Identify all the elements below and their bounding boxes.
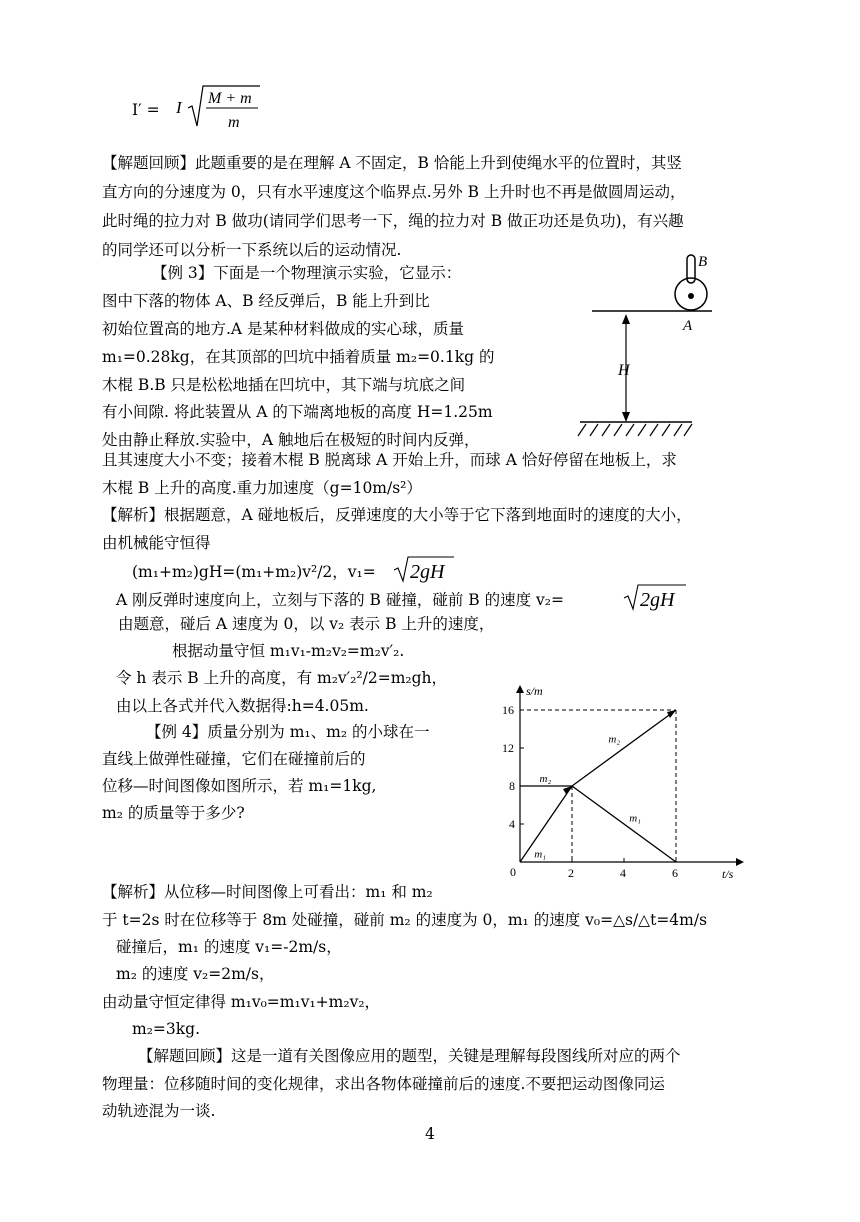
sqrt-radicand: 2gH: [640, 589, 675, 611]
solution3-line: 由机械能守恒得: [102, 534, 211, 552]
x-tick-label: 2: [568, 866, 574, 880]
solution3-line: 由题意，碰后 A 速度为 0，以 v₂ 表示 B 上升的速度，: [118, 615, 495, 633]
example3-line: 处由静止释放.实验中，A 触地后在极短的时间内反弹，: [102, 431, 480, 449]
formula-denominator: m: [228, 114, 240, 131]
sqrt-radicand: 2gH: [410, 561, 445, 583]
formula-top: [172, 82, 262, 134]
review2-line: 动轨迹混为一谈.: [102, 1102, 216, 1120]
review1-line: 的同学还可以分析一下系统以后的运动情况.: [102, 241, 402, 259]
formula-factor: I: [176, 98, 182, 117]
example3-line: 【例 3】下面是一个物理演示实验，它显示：: [152, 264, 462, 282]
label-h: H: [618, 362, 630, 379]
solution3-line: A 刚反弹时速度向上，立刻与下落的 B 碰撞，碰前 B 的速度 v₂=: [116, 591, 564, 609]
solution3-line: 由以上各式并代入数据得:h=4.05m.: [116, 697, 369, 715]
formula-lhs: I′ =: [132, 101, 160, 119]
label-m1-before: m₁: [534, 848, 547, 861]
chart-lines: [520, 710, 676, 862]
y-tick-label: 12: [502, 741, 514, 755]
example3-figure: [570, 250, 730, 450]
origin-label: 0: [510, 865, 516, 879]
example3-line: 木棍 B.B 只是松松地插在凹坑中，其下端与坑底之间: [102, 376, 466, 394]
solution4-line: 于 t=2s 时在位移等于 8m 处碰撞，碰前 m₂ 的速度为 0，m₁ 的速度 v₀=△s/△t=4m/s: [102, 911, 708, 929]
solution4-line: 碰撞后，m₁ 的速度 v₁=-2m/s，: [116, 938, 342, 956]
solution4-line: 【解析】从位移—时间图像上可看出：m₁ 和 m₂: [102, 883, 433, 901]
x-tick-label: 6: [672, 866, 678, 880]
solution3-line: 令 h 表示 B 上升的高度，有 m₂v′₂²/2=m₂gh，: [116, 669, 448, 687]
y-axis-arrow: [516, 685, 524, 693]
solution4-line: m₂=3kg.: [132, 1020, 201, 1038]
label-m2-after: m₂: [608, 733, 621, 746]
chart-labels: [526, 684, 734, 881]
solution3-line: 【解析】根据题意，A 碰地板后，反弹速度的大小等于它下落到地面时的速度的大小，: [102, 506, 692, 524]
example3-line: 有小间隙. 将此装置从 A 的下端离地板的高度 H=1.25m: [102, 403, 493, 421]
review2-line: 【解题回顾】这是一道有关图像应用的题型，关键是理解每段图线所对应的两个: [138, 1047, 681, 1065]
label-m2-before: m₂: [539, 773, 552, 785]
example3-line: 木棍 B 上升的高度.重力加速度（g=10m/s²）: [102, 479, 422, 497]
example4-line: m₂ 的质量等于多少?: [102, 804, 245, 822]
label-a: A: [683, 318, 693, 334]
example3-line: m₁=0.28kg，在其顶部的凹坑中插着质量 m₂=0.1kg 的: [102, 348, 495, 366]
review2-line: 物理量：位移随时间的变化规律，求出各物体碰撞前后的速度.不要把运动图像同运: [102, 1075, 665, 1093]
solution4-line: m₂ 的速度 v₂=2m/s，: [116, 965, 275, 983]
review1-line: 此时绳的拉力对 B 做功(请同学们思考一下，绳的拉力对 B 做正功还是负功)，有兴趣: [102, 212, 684, 230]
x-axis-arrow: [736, 858, 744, 866]
sqrt-2gh-2: [622, 582, 692, 612]
page-number: 4: [425, 1125, 435, 1143]
review1-line: 直方向的分速度为 0，只有水平速度这个临界点.另外 B 上升时也不再是做圆周运动，: [102, 183, 686, 201]
formula-numerator: M + m: [208, 90, 252, 107]
x-axis-label: t/s: [722, 867, 734, 881]
review1-line: 【解题回顾】此题重要的是在理解 A 不固定，B 恰能上升到使绳水平的位置时，其竖: [102, 154, 682, 172]
y-tick-label: 8: [509, 779, 515, 793]
floor-hatch: [578, 424, 692, 436]
example4-line: 直线上做弹性碰撞，它们在碰撞前后的: [102, 750, 366, 768]
solution3-line: 根据动量守恒 m₁v₁-m₂v₂=m₂v′₂.: [172, 642, 405, 660]
solution3-line: (m₁+m₂)gH=(m₁+m₂)v²/2，v₁=: [132, 563, 376, 581]
arrow-m2: [667, 710, 676, 718]
example4-line: 【例 4】质量分别为 m₁、m₂ 的小球在一: [146, 723, 430, 741]
label-m1-after: m₁: [629, 812, 641, 825]
example3-line: 初始位置高的地方.A 是某种材料做成的实心球，质量: [102, 320, 465, 338]
chart-ticks: [502, 703, 678, 880]
solution4-line: 由动量守恒定律得 m₁v₀=m₁v₁+m₂v₂，: [102, 993, 381, 1011]
displacement-time-chart: [500, 684, 750, 885]
label-b: B: [698, 254, 708, 270]
example4-line: 位移—时间图像如图所示，若 m₁=1kg,: [102, 777, 377, 795]
y-tick-label: 16: [502, 703, 514, 717]
example3-line: 图中下落的物体 A、B 经反弹后，B 能上升到比: [102, 292, 430, 310]
x-tick-label: 4: [620, 866, 626, 880]
y-axis-label: s/m: [526, 684, 543, 698]
example3-line: 且其速度大小不变；接着木棍 B 脱离球 A 开始上升，而球 A 恰好停留在地板上，求: [102, 451, 677, 469]
series-m2-segment: [572, 710, 676, 786]
y-tick-label: 4: [509, 817, 515, 831]
series-m1-segment: [572, 786, 676, 862]
sqrt-2gh-1: [392, 554, 462, 584]
